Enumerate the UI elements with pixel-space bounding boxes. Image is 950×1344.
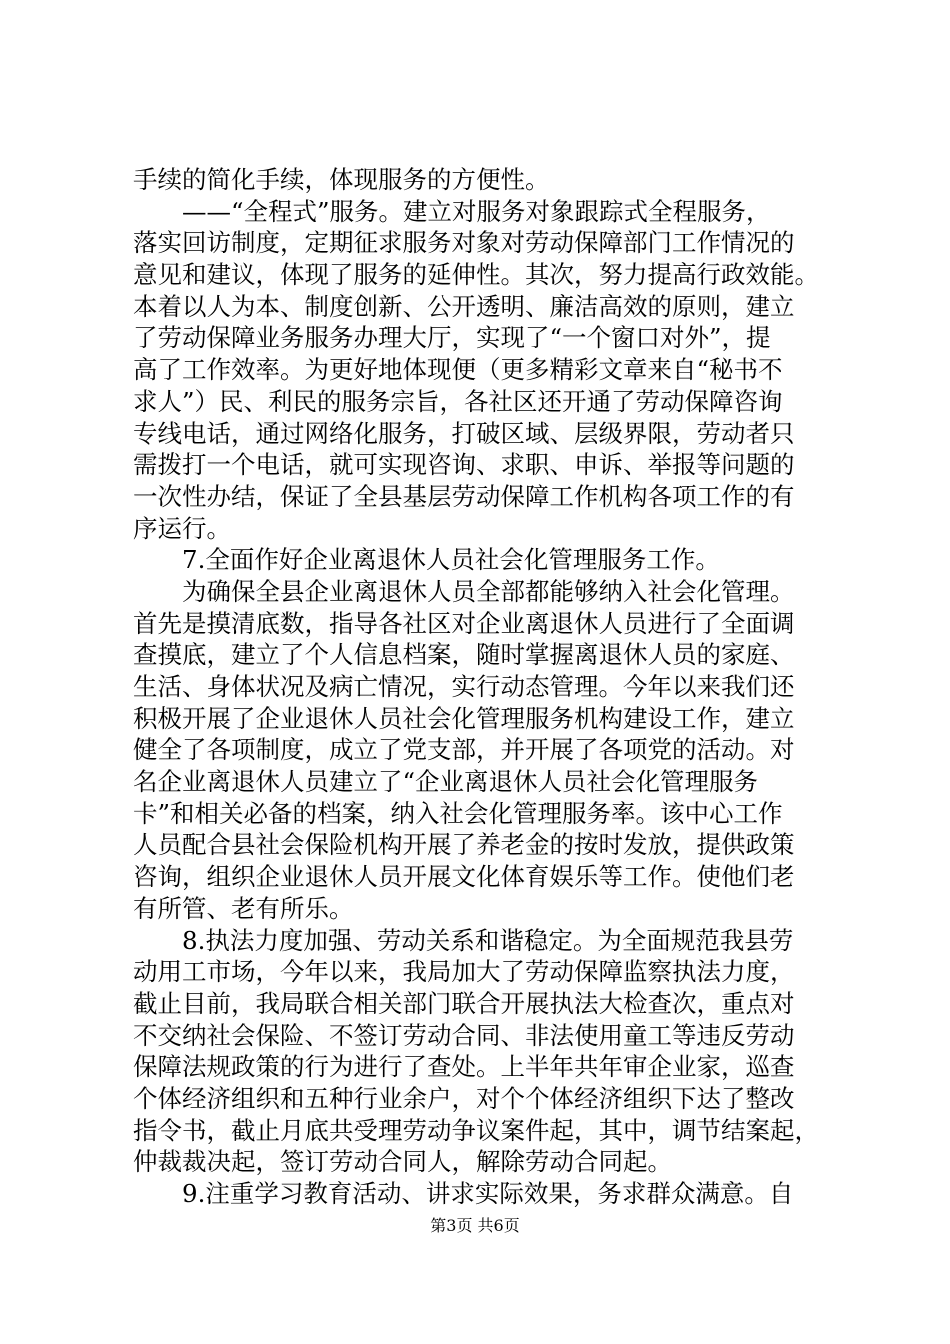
text-line: 个体经济组织和五种行业余户，对个个体经济组织下达了整改 [133,1083,795,1113]
section-heading: 9.注重学习教育活动、讲求实际效果，务求群众满意。自 [182,1179,794,1208]
text-line: 求人”）民、利民的服务宗旨，各社区还开通了劳动保障咨询 [133,386,783,416]
text-line: 序运行。 [133,513,231,543]
text-line: 落实回访制度，定期征求服务对象对劳动保障部门工作情况的 [133,228,795,258]
text-line: 保障法规政策的行为进行了查处。上半年共年审企业家，巡查 [133,1052,795,1082]
text-line: 健全了各项制度，成立了党支部，并开展了各项党的活动。对 [133,735,795,765]
text-line: 指令书，截止月底共受理劳动争议案件起，其中，调节结案起， [133,1115,819,1145]
text-line: 截止目前，我局联合相关部门联合开展执法大检查次，重点对 [133,988,795,1018]
text-line: 需拨打一个电话，就可实现咨询、求职、申诉、举报等问题的 [133,450,795,480]
text-line: 动用工市场，今年以来，我局加大了劳动保障监察执法力度， [133,957,795,987]
text-line: ——“全程式”服务。建立对服务对象跟踪式全程服务， [182,196,771,226]
text-line: 首先是摸清底数，指导各社区对企业离退休人员进行了全面调 [133,608,795,638]
text-line: 了劳动保障业务服务办理大厅，实现了“一个窗口对外”，提 [133,323,771,353]
text-line: 仲裁裁决起，签订劳动合同人，解除劳动合同起。 [133,1147,672,1177]
text-line: 人员配合县社会保险机构开展了养老金的按时发放，提供政策 [133,830,795,860]
text-line: 查摸底，建立了个人信息档案，随时掌握离退休人员的家庭、 [133,640,795,670]
text-line: 专线电话，通过网络化服务，打破区域、层级界限，劳动者只 [133,418,795,448]
section-heading: 8.执法力度加强、劳动关系和谐稳定。为全面规范我县劳 [182,925,794,955]
text-line: 卡”和相关必备的档案，纳入社会化管理服务率。该中心工作 [133,798,783,828]
document-body [133,164,833,1210]
text-line: 名企业离退休人员建立了“企业离退休人员社会化管理服务 [133,767,759,797]
text-line: 咨询，组织企业退休人员开展文化体育娱乐等工作。使他们老 [133,862,795,892]
page-number-footer: 第3页 共6页 [430,1216,520,1235]
text-line: 不交纳社会保险、不签订劳动合同、非法使用童工等违反劳动 [133,1020,795,1050]
text-line: 高了工作效率。为更好地体现便（更多精彩文章来自“秘书不 [133,355,783,385]
text-line: 本着以人为本、制度创新、公开透明、廉洁高效的原则，建立 [133,291,795,321]
section-heading: 7.全面作好企业离退休人员社会化管理服务工作。 [182,545,720,575]
text-line: 一次性办结，保证了全县基层劳动保障工作机构各项工作的有 [133,481,795,511]
text-line: 生活、身体状况及病亡情况，实行动态管理。今年以来我们还 [133,672,795,701]
text-line: 手续的简化手续，体现服务的方便性。 [133,165,550,194]
text-line: 积极开展了企业退休人员社会化管理服务机构建设工作，建立 [133,703,795,733]
text-line: 有所管、老有所乐。 [133,893,354,923]
text-line: 为确保全县企业离退休人员全部都能够纳入社会化管理。 [182,576,795,606]
text-line: 意见和建议，体现了服务的延伸性。其次，努力提高行政效能。 [133,260,819,290]
